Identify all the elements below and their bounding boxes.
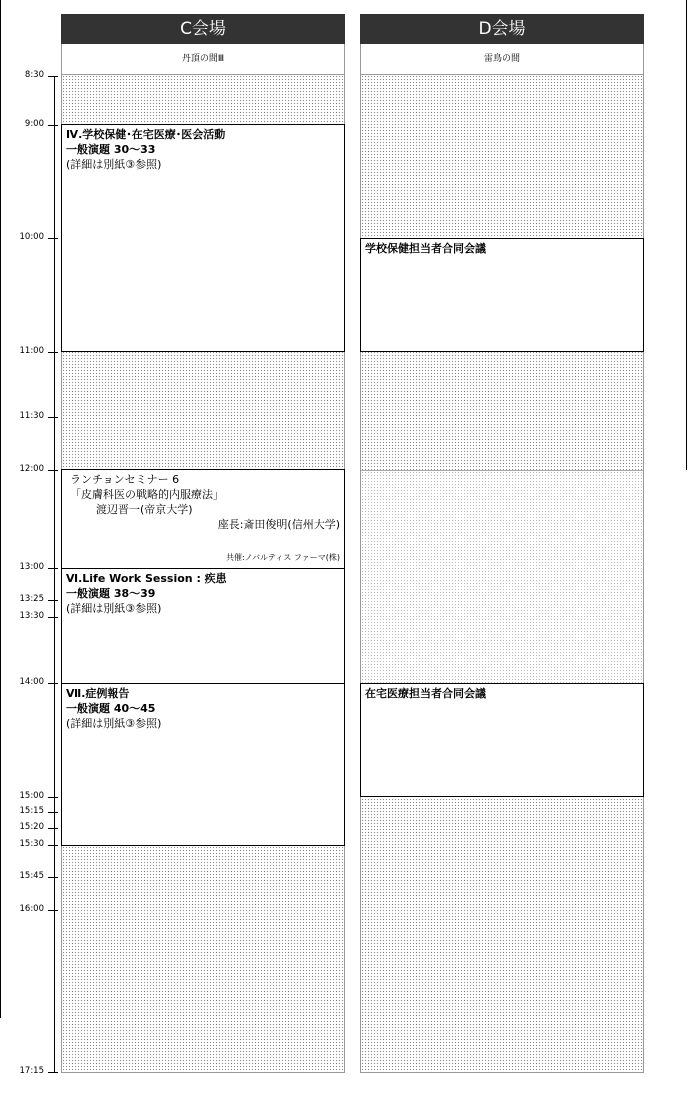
session-c-7-sub: 一般演題 40～45 (66, 702, 156, 715)
time-label: 11:30 (19, 411, 44, 421)
lunch-sponsor: 共催:ノバルティス ファーマ(株) (225, 553, 340, 562)
venue-c-room: 丹頂の間Ⅲ (61, 44, 345, 75)
time-tick-mark (48, 470, 58, 471)
lunch-title: ランチョンセミナー 6 (70, 473, 180, 486)
time-label: 13:30 (19, 611, 44, 621)
time-tick-mark (48, 600, 58, 601)
timeline-axis (54, 76, 55, 1073)
time-tick-mark (48, 125, 58, 126)
time-label: 11:00 (19, 346, 44, 356)
time-label: 17:15 (19, 1066, 44, 1076)
time-tick-mark (48, 352, 58, 353)
session-c-4-title: Ⅳ.学校保健･在宅医療･医会活動 (66, 128, 226, 141)
time-tick-mark (48, 797, 58, 798)
left-border-line (0, 0, 1, 1018)
time-label: 15:30 (19, 839, 44, 849)
time-tick-mark (48, 828, 58, 829)
session-c-6-title: Ⅵ.Life Work Session : 疾患 (66, 572, 227, 585)
venue-d-header: D会場 (360, 14, 644, 44)
session-c-6-sub: 一般演題 38～39 (66, 587, 156, 600)
time-tick-mark (48, 568, 58, 569)
time-label: 8:30 (24, 70, 44, 80)
session-c-lunch[interactable] (61, 469, 345, 569)
session-c-4-note: (詳細は別紙③参照) (66, 158, 162, 171)
time-tick-mark (48, 910, 58, 911)
lunch-chair: 座長:斎田俊明(信州大学) (217, 518, 340, 531)
session-d-school[interactable] (360, 238, 644, 352)
time-label: 16:00 (19, 904, 44, 914)
venue-d-room: 雷鳥の間 (360, 44, 644, 75)
time-tick-mark (48, 845, 58, 846)
time-label: 15:20 (19, 822, 44, 832)
session-c-7[interactable] (61, 683, 345, 846)
session-c-7-note: (詳細は別紙③参照) (66, 717, 162, 730)
session-d-school-title: 学校保健担当者合同会議 (365, 242, 486, 255)
time-label: 12:00 (19, 464, 44, 474)
time-label: 13:25 (19, 594, 44, 604)
time-label: 13:00 (19, 562, 44, 572)
time-tick-mark (48, 417, 58, 418)
session-c-6[interactable] (61, 568, 345, 684)
venue-c-header: C会場 (61, 14, 345, 44)
lunch-topic: 「皮膚科医の戦略的内服療法」 (70, 488, 224, 501)
venue-d-lunch-blank (361, 470, 643, 684)
session-c-6-note: (詳細は別紙③参照) (66, 602, 162, 615)
session-c-4[interactable] (61, 124, 345, 352)
session-d-home[interactable] (360, 683, 644, 797)
time-label: 9:00 (24, 119, 44, 129)
session-c-7-title: Ⅶ.症例報告 (66, 687, 130, 700)
time-label: 10:00 (19, 232, 44, 242)
time-label: 15:15 (19, 806, 44, 816)
time-label: 15:00 (19, 791, 44, 801)
time-tick-mark (48, 683, 58, 684)
time-tick-mark (48, 812, 58, 813)
session-d-home-title: 在宅医療担当者合同会議 (365, 687, 486, 700)
time-tick-mark (48, 617, 58, 618)
time-tick-mark (48, 76, 58, 77)
right-border-line (686, 0, 687, 470)
time-tick-mark (48, 1072, 58, 1073)
time-tick-mark (48, 877, 58, 878)
session-c-4-sub: 一般演題 30～33 (66, 143, 156, 156)
time-label: 14:00 (19, 677, 44, 687)
lunch-speaker: 渡辺晋一(帝京大学) (96, 503, 193, 516)
time-tick-mark (48, 238, 58, 239)
time-label: 15:45 (19, 871, 44, 881)
